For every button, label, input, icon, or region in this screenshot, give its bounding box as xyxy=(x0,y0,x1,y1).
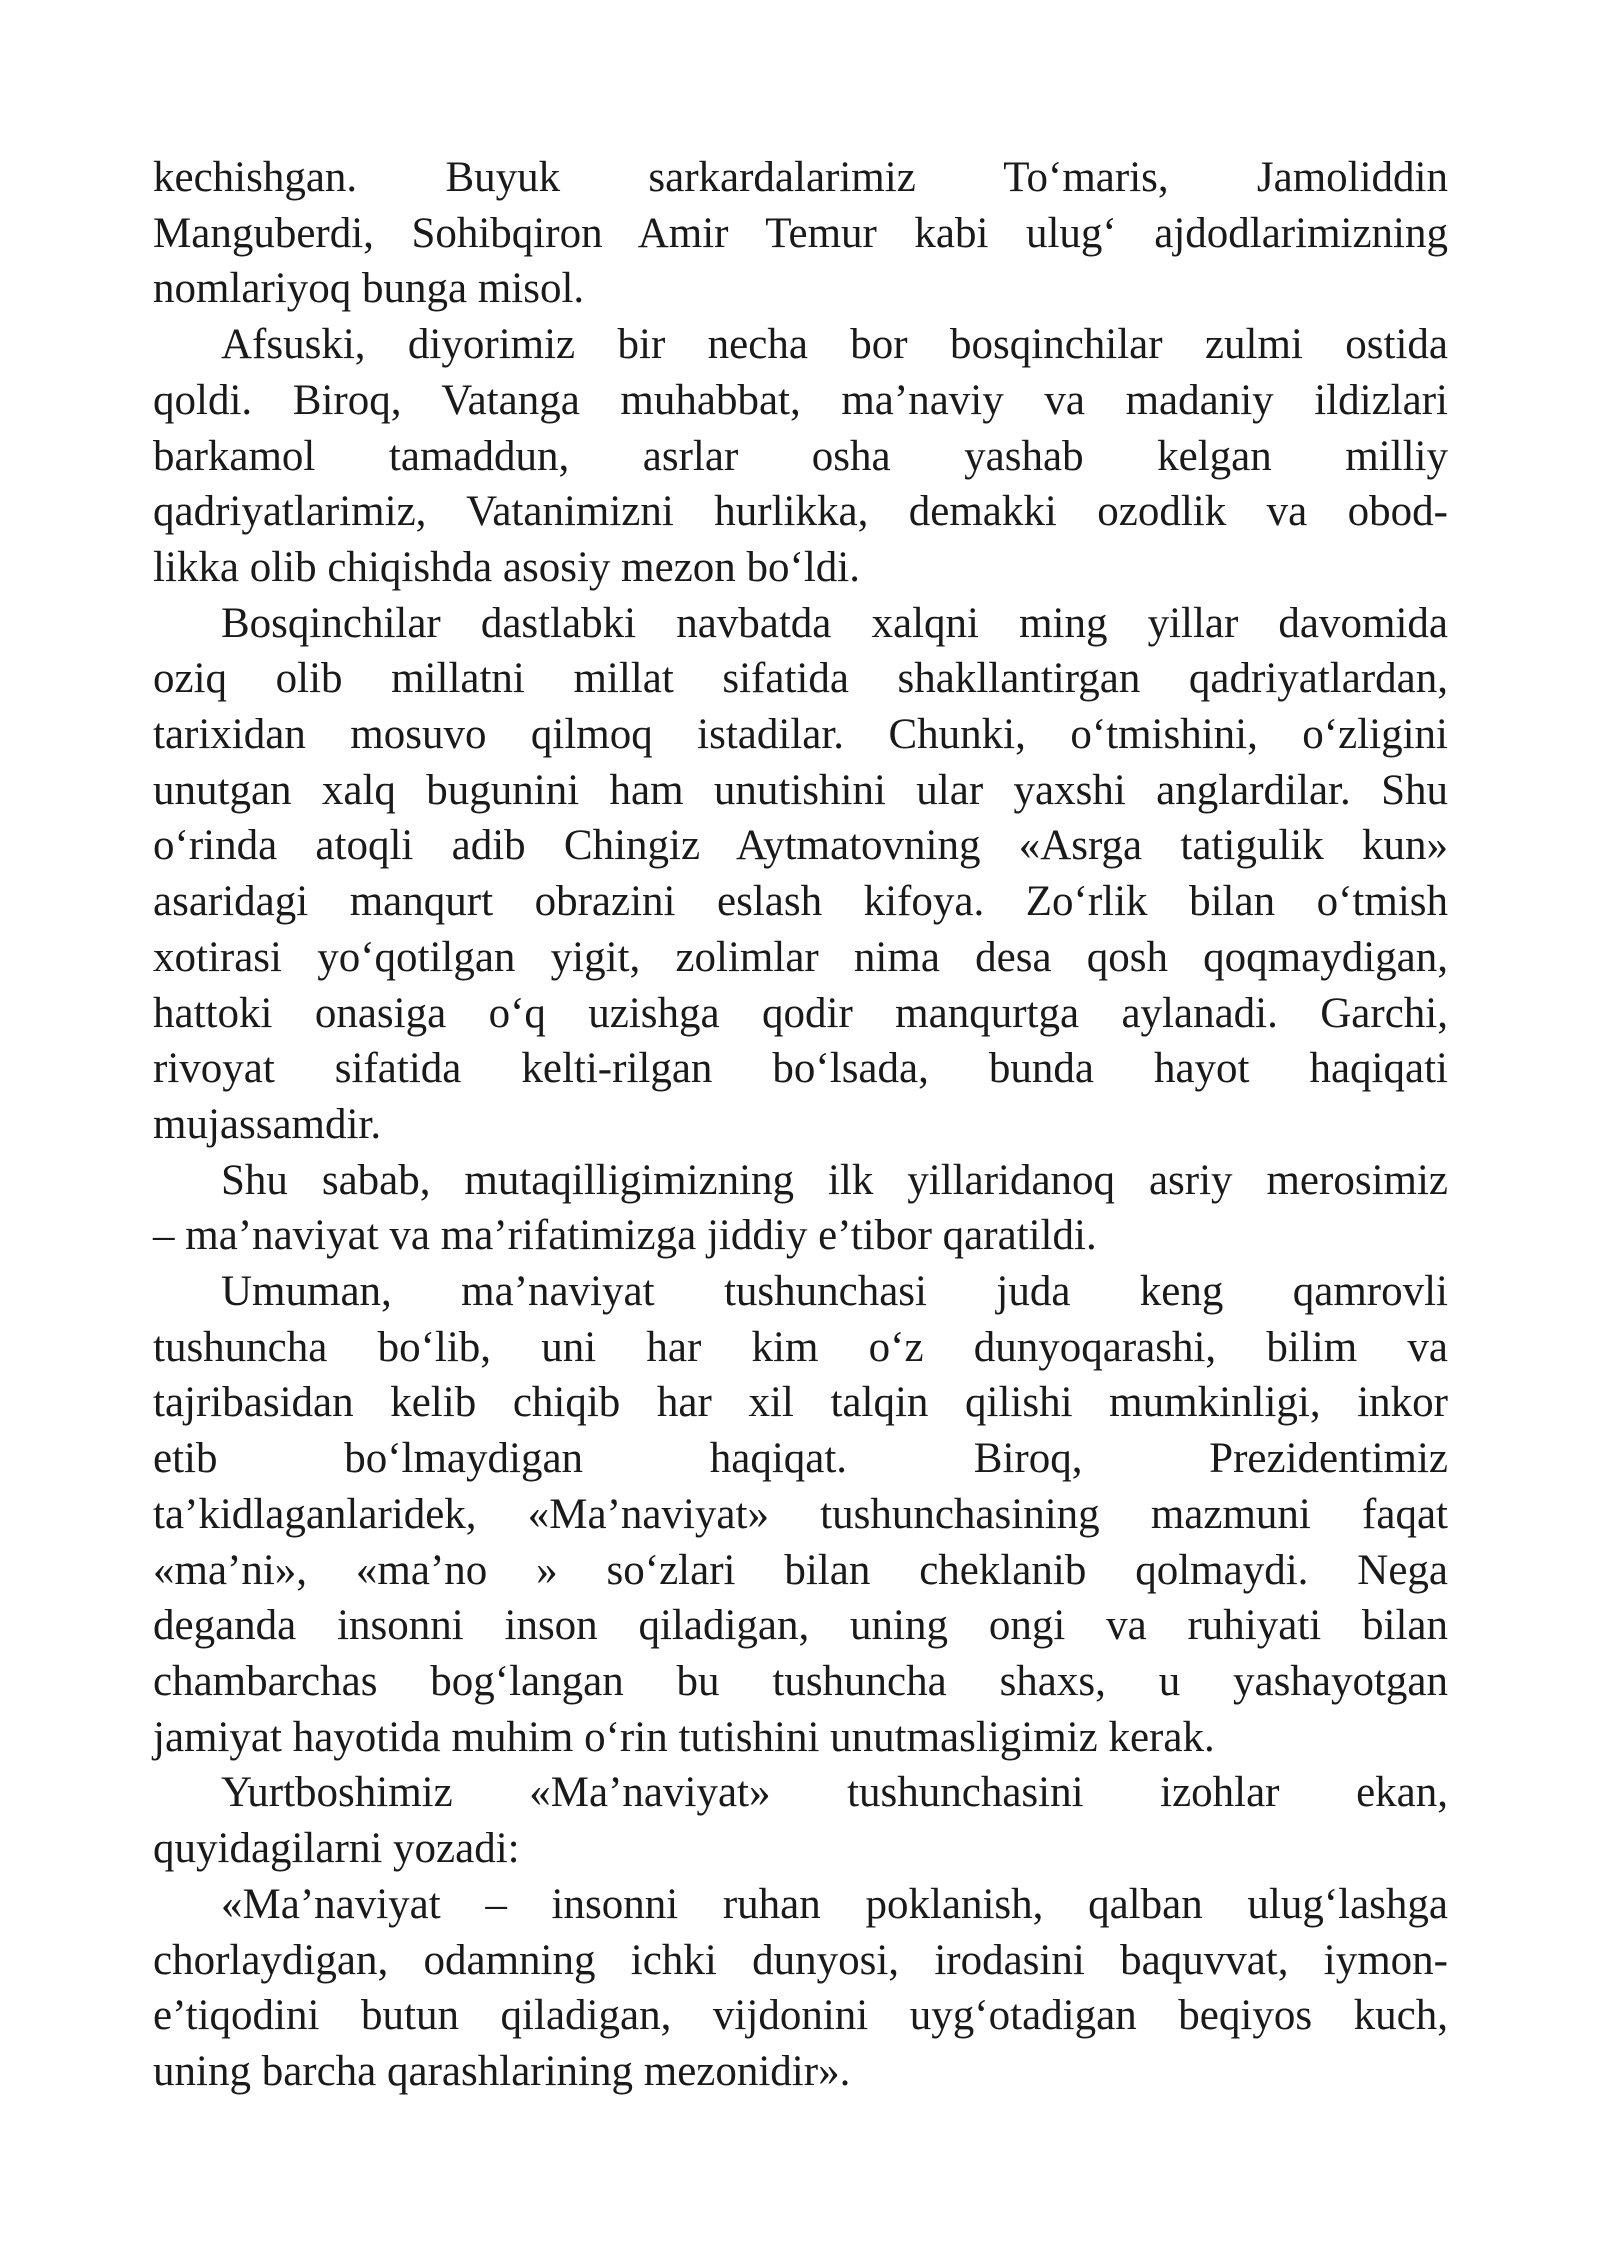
text-line: – ma’naviyat va ma’rifatimizga jiddiy e’tibor qaratildi. xyxy=(153,1212,1097,1260)
paragraph-4 xyxy=(153,1153,1448,1264)
text-line: mujassamdir. xyxy=(153,1100,382,1148)
text-line: nomlariyoq bunga misol. xyxy=(153,265,585,313)
paragraph-1 xyxy=(153,150,1448,317)
text-line: «ma’ni», «ma’no » so‘zlari bilan cheklanib qolmaydi. Nega xyxy=(153,1546,1448,1594)
text-line: deganda insonni inson qiladigan, uning ongi va ruhiyati bilan xyxy=(153,1602,1448,1650)
text-line: oziq olib millatni millat sifatida shakllantirgan qadriyatlardan, xyxy=(153,655,1448,703)
text-line: qoldi. Biroq, Vatanga muhabbat, ma’naviy va madaniy ildizlari xyxy=(153,376,1448,424)
text-line: e’tiqodini butun qiladigan, vijdonini uyg‘otadigan beqiyos kuch, xyxy=(153,1992,1448,2040)
document-page xyxy=(153,150,1448,2100)
text-line: «Ma’naviyat – insonni ruhan poklanish, qalban ulug‘lashga xyxy=(221,1880,1448,1928)
text-line: Yurtboshimiz «Ma’naviyat» tushunchasini izohlar ekan, xyxy=(221,1769,1448,1817)
text-line: etib bo‘lmaydigan haqiqat. Biroq, Prezidentimiz xyxy=(153,1435,1448,1483)
text-line: Shu sabab, mutaqilligimizning ilk yillaridanoq asriy merosimiz xyxy=(221,1156,1448,1204)
text-line: tajribasidan kelib chiqib har xil talqin qilishi mumkinligi, inkor xyxy=(153,1379,1448,1427)
text-line: Bosqinchilar dastlabki navbatda xalqni ming yillar davomida xyxy=(221,599,1448,647)
text-line: hattoki onasiga o‘q uzishga qodir manqurtga aylanadi. Garchi, xyxy=(153,989,1448,1037)
paragraph-7-quote xyxy=(153,1877,1448,2100)
text-line: asaridagi manqurt obrazini eslash kifoya. Zo‘rlik bilan o‘tmish xyxy=(153,878,1448,926)
text-line: tushuncha bo‘lib, uni har kim o‘z dunyoqarashi, bilim va xyxy=(153,1323,1448,1371)
text-line: barkamol tamaddun, asrlar osha yashab kelgan milliy xyxy=(153,432,1448,480)
text-line: qadriyatlarimiz, Vatanimizni hurlikka, demakki ozodlik va obod- xyxy=(153,488,1448,536)
paragraph-5 xyxy=(153,1264,1448,1765)
text-line: Umuman, ma’naviyat tushunchasi juda keng qamrovli xyxy=(221,1268,1448,1316)
text-line: Manguberdi, Sohibqiron Amir Temur kabi ulug‘ ajdodlarimizning xyxy=(153,209,1448,257)
text-line: uning barcha qarashlarining mezonidir». xyxy=(153,2047,851,2095)
text-line: jamiyat hayotida muhim o‘rin tutishini unutmasligimiz kerak. xyxy=(153,1713,1215,1761)
paragraph-6 xyxy=(153,1765,1448,1876)
text-line: kechishgan. Buyuk sarkardalarimiz To‘maris, Jamoliddin xyxy=(153,154,1448,201)
text-line: likka olib chiqishda asosiy mezon bo‘ldi. xyxy=(153,543,861,591)
text-line: xotirasi yo‘qotilgan yigit, zolimlar nima desa qosh qoqmaydigan, xyxy=(153,933,1448,981)
paragraph-2 xyxy=(153,317,1448,596)
paragraph-3 xyxy=(153,596,1448,1153)
text-line: Afsuski, diyorimiz bir necha bor bosqinchilar zulmi ostida xyxy=(221,321,1448,369)
text-line: rivoyat sifatida kelti-rilgan bo‘lsada, bunda hayot haqiqati xyxy=(153,1045,1448,1093)
text-line: quyidagilarni yozadi: xyxy=(153,1825,520,1873)
text-line: ta’kidlaganlaridek, «Ma’naviyat» tushunchasining mazmuni faqat xyxy=(153,1490,1448,1538)
text-line: unutgan xalq bugunini ham unutishini ular yaxshi anglardilar. Shu xyxy=(153,766,1448,814)
text-line: tarixidan mosuvo qilmoq istadilar. Chunki, o‘tmishini, o‘zligini xyxy=(153,711,1448,759)
text-line: chorlaydigan, odamning ichki dunyosi, irodasini baquvvat, iymon- xyxy=(153,1936,1448,1984)
text-line: chambarchas bog‘langan bu tushuncha shaxs, u yashayotgan xyxy=(153,1657,1448,1705)
text-line: o‘rinda atoqli adib Chingiz Aytmatovning «Asrga tatigulik kun» xyxy=(153,822,1448,870)
